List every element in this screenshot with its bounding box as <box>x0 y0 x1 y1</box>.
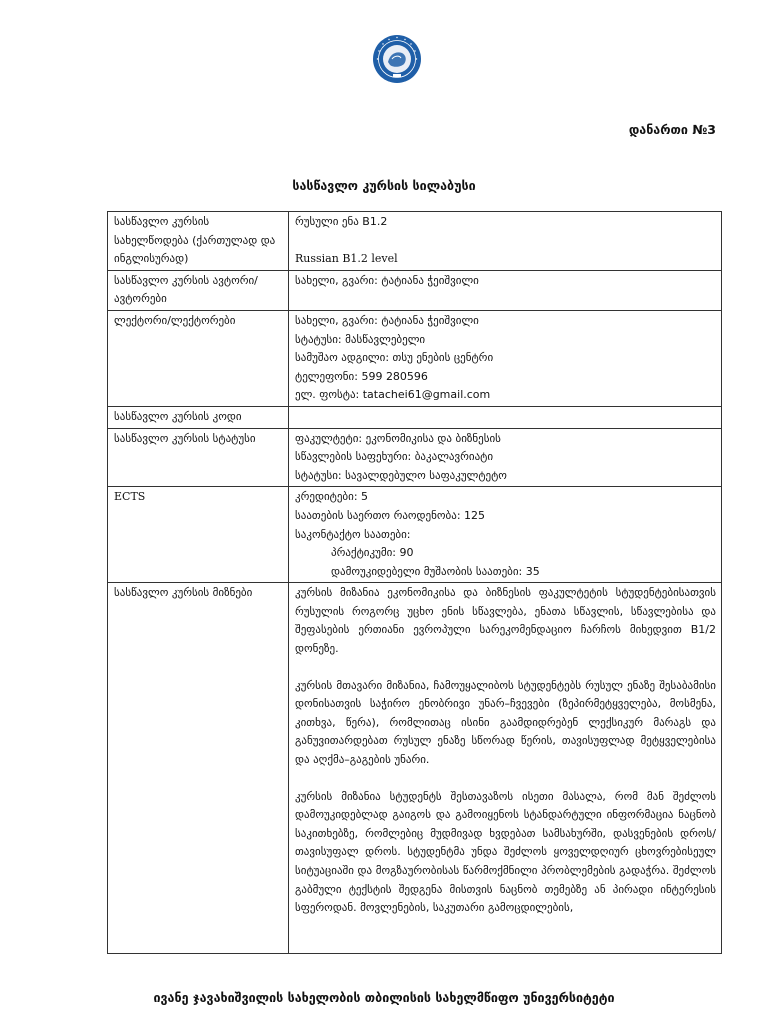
lecturer-phone: ტელეფონი: 599 280596 <box>295 369 428 383</box>
goals-paragraph-1: კურსის მიზანია ეკონომიკისა და ბიზნესის ფაკულტეტის სტუდენტებისათვის რუსულის როგორც უცხო ენის სწავლება, ენათა სწავლის, სწავლებისა და შეფასების ერთიანი ევროპული სარეკომენდაციო ჩარჩოს მიხედვით B1/2 დონეზე. <box>295 586 716 656</box>
label-course-status: სასწავლო კურსის სტატუსი <box>108 428 289 487</box>
value-course-code <box>289 406 722 428</box>
course-level: სწავლების საფეხური: ბაკალავრიატი <box>295 450 494 464</box>
annex-number: დანართი №3 <box>628 122 716 137</box>
university-footer: ივანე ჯავახიშვილის სახელობის თბილისის სახელმწიფო უნივერსიტეტი <box>153 990 615 1005</box>
ects-credits: კრედიტები: 5 <box>295 490 369 504</box>
ects-total-hours: საათების საერთო რაოდენობა: 125 <box>295 508 486 522</box>
table-row-course-status <box>108 428 722 487</box>
lecturer-status: სტატუსი: მასწავლებელი <box>295 332 426 346</box>
goals-paragraph-2: კურსის მთავარი მიზანია, ჩამოუყალიბოს სტუდენტებს რუსულ ენაზე შესაბამისი დონისათვის საჭირო ენობრივი უნარ–ჩვევები (ზეპირმეტყველება, მოსმენა, კითხვა, წერა), რომლითაც ისინი გაამდიდრებენ ლექსიკურ მარაგს და განუვითარდებათ რუსულ ენაზე სწორად წერის, თავისუფლად მეტყველებისა და აღქმა–გაგების უნარი. <box>295 678 716 767</box>
course-status-type: სტატუსი: სავალდებულო საფაკულტეტო <box>295 468 507 482</box>
label-lecturers: ლექტორი/ლექტორები <box>108 310 289 406</box>
ects-practical: პრაქტიკუმი: 90 <box>331 546 414 560</box>
university-seal-logo <box>372 34 422 84</box>
value-course-name <box>289 212 722 271</box>
value-course-status <box>289 428 722 487</box>
table-row-goals <box>108 583 722 954</box>
label-ects: ECTS <box>108 487 289 583</box>
syllabus-table <box>107 211 722 954</box>
lecturer-name: სახელი, გვარი: ტატიანა ჭეიშვილი <box>295 313 479 327</box>
table-row-lecturers <box>108 310 722 406</box>
ects-contact-hours: საკონტაქტო საათები: <box>295 527 411 541</box>
value-ects <box>289 487 722 583</box>
value-course-author: სახელი, გვარი: ტატიანა ჭეიშვილი <box>289 270 722 310</box>
label-goals: სასწავლო კურსის მიზნები <box>108 583 289 954</box>
lecturer-workplace: სამუშაო ადგილი: თსუ ენების ცენტრი <box>295 351 494 365</box>
course-name-en: Russian B1.2 level <box>295 251 398 265</box>
goals-paragraph-3: კურსის მიზანია სტუდენტს შესთავაზოს ისეთი მასალა, რომ მან შეძლოს დამოუკიდებლად გაიგოს და გამოიყენოს სტანდარტული ინფორმაცია ნაცნობ საკითხებზე, რომლებიც მუდმივად ხვდებათ სამსახურში, დასვენების დროს/თავისუფალ დროს. სტუდენტმა უნდა შეძლოს ყოველდღიურ ცხოვრებისეულ სიტუაციაში და მოგზაურობისას წარმოქმნილი პრობლემების გადაჭრა. შეძლოს გაბმული ტექსტის შედგენა მისთვის ნაცნობ თემებზე ან პირადი ინტერესის სფეროდან. მოვლენების, საკუთარი გამოცდილების, <box>295 789 716 915</box>
lecturer-email: ელ. ფოსტა: tatachei61@gmail.com <box>295 388 491 402</box>
label-course-name: სასწავლო კურსის სახელწოდება (ქართულად და ინგლისურად) <box>108 212 289 271</box>
ects-independent: დამოუკიდებელი მუშაობის საათები: 35 <box>331 564 540 578</box>
value-lecturers <box>289 310 722 406</box>
table-row-course-code <box>108 406 722 428</box>
value-goals <box>289 583 722 954</box>
course-name-ka: რუსული ენა B1.2 <box>295 215 388 228</box>
document-title: სასწავლო კურსის სილაბუსი <box>292 178 476 193</box>
table-row-course-author <box>108 270 722 310</box>
table-row-course-name <box>108 212 722 271</box>
label-course-code: სასწავლო კურსის კოდი <box>108 406 289 428</box>
label-course-author: სასწავლო კურსის ავტორი/ავტორები <box>108 270 289 310</box>
table-row-ects <box>108 487 722 583</box>
course-faculty: ფაკულტეტი: ეკონომიკისა და ბიზნესის <box>295 431 501 445</box>
